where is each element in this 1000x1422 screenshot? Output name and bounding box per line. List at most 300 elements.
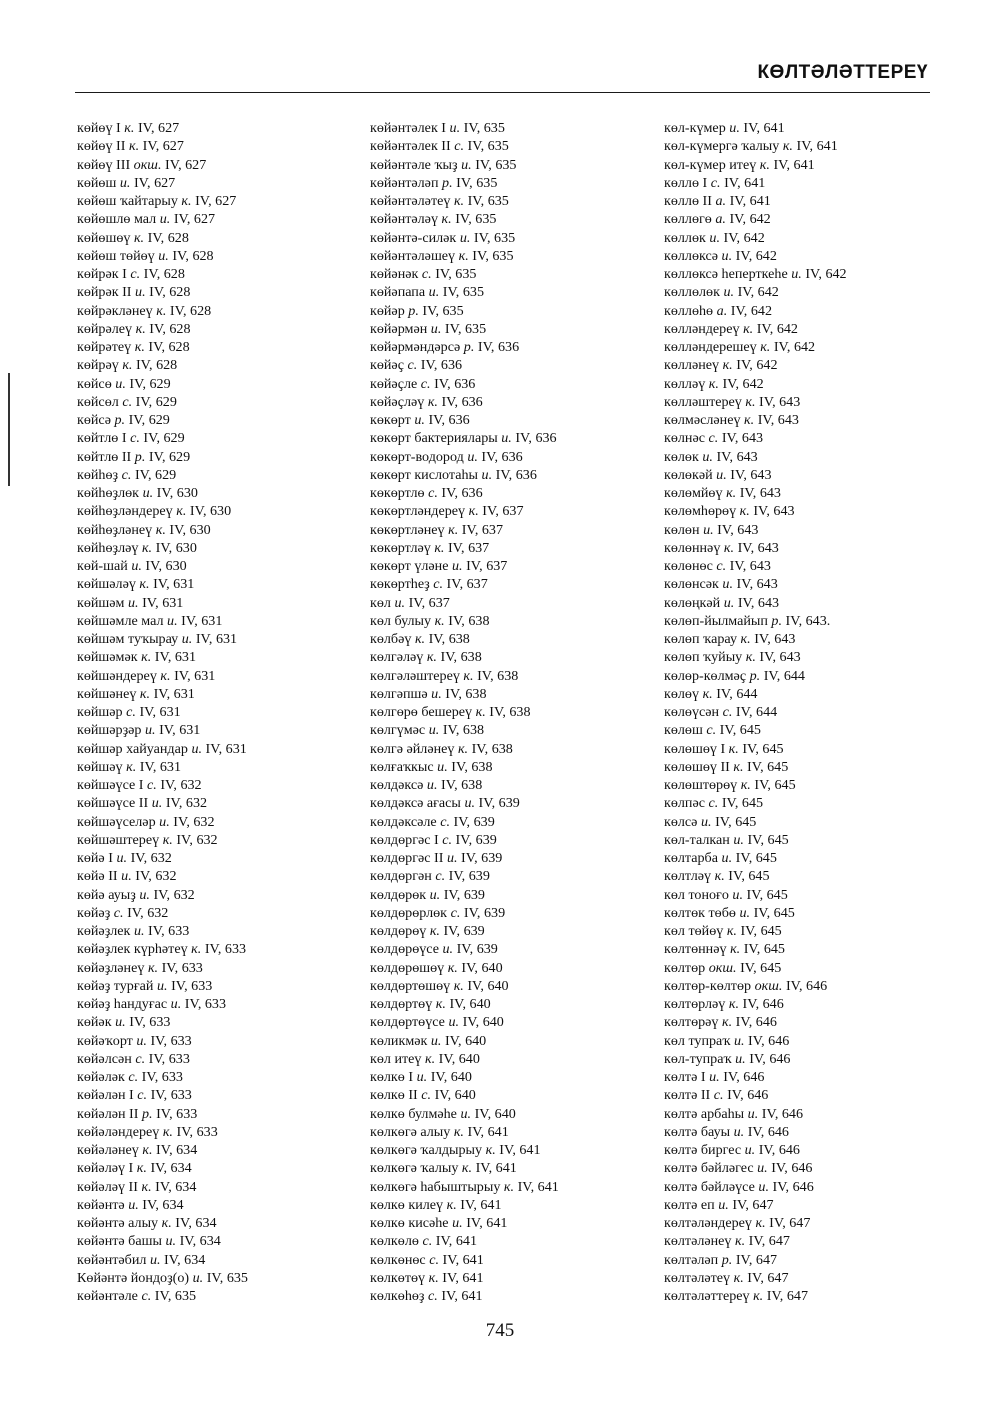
entry-word: көлөр-көлмәҫ — [664, 667, 747, 684]
index-entry — [77, 137, 248, 155]
entry-word: көлдөрөүсе — [370, 941, 439, 958]
header-title: КӨЛТӘЛӘТТЕРЕҮ — [757, 62, 928, 83]
index-entry — [664, 1196, 847, 1214]
index-entry — [370, 448, 559, 466]
index-entry — [664, 1251, 847, 1269]
index-entry — [370, 174, 559, 192]
index-entry — [370, 594, 559, 612]
index-entry — [664, 1105, 847, 1123]
entry-word: көйә II — [77, 868, 118, 885]
entry-word: көлгөрө бешереү — [370, 704, 473, 720]
entry-word: көйә I — [77, 850, 113, 866]
entry-word: көйсә — [77, 412, 111, 428]
entry-pos: и. — [702, 448, 713, 465]
entry-word: көлтә I — [664, 1069, 706, 1085]
entry-reference: IV, 636 — [441, 485, 483, 501]
index-entry — [370, 1196, 559, 1214]
index-entry — [664, 703, 847, 721]
entry-pos: с. — [137, 1087, 148, 1104]
entry-word: көлгүмәс — [370, 722, 426, 739]
index-entry — [77, 630, 248, 648]
index-entry — [664, 648, 847, 666]
index-entry — [664, 1068, 847, 1086]
entry-word: көлләндереү — [664, 320, 740, 337]
entry-reference: IV, 640 — [430, 1069, 472, 1085]
index-entry — [664, 429, 847, 447]
entry-word: көлдөрөк — [370, 886, 427, 903]
entry-reference: IV, 633 — [150, 1087, 192, 1104]
index-entry — [370, 940, 559, 958]
entry-pos: к. — [733, 758, 744, 775]
index-entry — [664, 904, 847, 922]
index-entry — [77, 1196, 248, 1214]
entry-word: көлдөрөшөү — [370, 959, 445, 976]
entry-word: көлкө кисәһе — [370, 1215, 449, 1231]
entry-pos: к. — [723, 539, 735, 556]
entry-pos: к. — [735, 1233, 746, 1250]
index-entry — [77, 119, 248, 137]
entry-word: көлдөртөү — [370, 996, 433, 1012]
entry-word: көллөһө — [664, 302, 714, 319]
index-entry — [664, 229, 847, 247]
entry-reference: IV, 639 — [443, 886, 485, 903]
entry-word: көлтөрләү — [664, 996, 726, 1012]
entry-pos: и. — [733, 1123, 745, 1140]
entry-pos: к. — [126, 758, 137, 775]
entry-reference: IV, 632 — [173, 813, 215, 830]
entry-word: көлөүсән — [664, 704, 720, 720]
index-entry — [77, 1214, 248, 1232]
entry-word: көлөмһөрөү — [664, 503, 737, 520]
entry-pos: и. — [128, 594, 139, 611]
entry-reference: IV, 646 — [742, 996, 784, 1012]
index-entry — [370, 1068, 559, 1086]
entry-word: көл итеү — [370, 1050, 422, 1067]
index-entry — [664, 539, 847, 557]
index-entry — [370, 466, 559, 484]
index-entry — [370, 156, 559, 174]
entry-reference: IV, 631 — [195, 631, 238, 647]
entry-pos: р. — [771, 612, 782, 629]
entry-pos: и. — [156, 977, 168, 994]
entry-reference: IV, 634 — [150, 1160, 192, 1177]
entry-reference: IV, 645 — [747, 831, 789, 848]
entry-word: көйөү II — [77, 138, 126, 155]
entry-pos: и. — [732, 886, 743, 903]
entry-pos: и. — [394, 594, 406, 611]
entry-pos: к. — [708, 375, 719, 392]
entry-reference: IV, 640 — [467, 977, 509, 994]
entry-pos: с. — [130, 430, 140, 447]
entry-pos: окш. — [754, 977, 783, 994]
entry-pos: и. — [735, 1050, 746, 1067]
entry-pos: с. — [121, 466, 132, 483]
entry-word: көйөшлө мал — [77, 211, 157, 228]
entry-word: көлкөһөҙ — [370, 1288, 425, 1304]
entry-reference: IV, 641 — [467, 1123, 509, 1140]
entry-word: көл-күмергә ҡалыу — [664, 138, 780, 155]
entry-word: көйрәтеү — [77, 339, 132, 355]
entry-word: көйсөл — [77, 393, 119, 410]
index-entry — [77, 1251, 248, 1269]
entry-reference: IV, 638 — [441, 777, 483, 793]
index-entry — [664, 466, 847, 484]
index-entry — [370, 995, 559, 1013]
entry-word: көйәнтә — [77, 1196, 125, 1213]
entry-pos: и. — [442, 941, 454, 958]
entry-reference: IV, 647 — [769, 1215, 811, 1231]
entry-reference: IV, 639 — [456, 941, 498, 958]
entry-pos: с. — [428, 485, 438, 501]
index-entry — [77, 1269, 248, 1287]
index-entry — [370, 922, 559, 940]
entry-pos: к. — [161, 1215, 172, 1231]
entry-word: көлтә еп — [664, 1196, 715, 1213]
entry-reference: IV, 646 — [727, 1087, 769, 1104]
entry-pos: с. — [429, 1251, 439, 1268]
index-entry — [77, 229, 248, 247]
entry-pos: и. — [747, 1105, 759, 1122]
entry-reference: IV, 627 — [137, 120, 180, 136]
entry-pos: и. — [709, 1069, 720, 1085]
entry-pos: и. — [430, 320, 442, 337]
entry-reference: IV, 640 — [444, 1032, 487, 1049]
entry-reference: IV, 643 — [757, 412, 799, 428]
entry-word: көлтә бәйләгес — [664, 1160, 754, 1177]
index-entry — [77, 557, 248, 575]
index-entry — [370, 685, 559, 703]
index-entry — [77, 1123, 248, 1141]
entry-pos: к. — [122, 357, 133, 374]
entry-word: көлтарба — [664, 850, 718, 866]
entry-pos: с. — [706, 722, 717, 739]
entry-reference: IV, 632 — [130, 850, 172, 866]
index-entry — [370, 229, 559, 247]
entry-word: көлдөргәс II — [370, 850, 444, 866]
entry-pos: и. — [722, 576, 733, 593]
index-entry — [370, 557, 559, 575]
entry-pos: к. — [728, 740, 739, 757]
entry-pos: к. — [745, 393, 756, 410]
entry-pos: к. — [429, 923, 440, 939]
entry-reference: IV, 629 — [134, 466, 177, 483]
entry-pos: и. — [459, 229, 471, 246]
entry-reference: IV, 645 — [754, 777, 796, 793]
entry-word: көлтә арбаһы — [664, 1105, 745, 1122]
index-entry — [664, 557, 847, 575]
entry-pos: и. — [700, 813, 712, 830]
entry-word: көлдөрөрлөк — [370, 904, 448, 921]
entry-reference: IV, 628 — [149, 320, 191, 337]
entry-reference: IV, 633 — [161, 959, 203, 976]
entry-pos: к. — [453, 193, 465, 209]
entry-pos: к. — [176, 503, 187, 520]
entry-reference: IV, 645 — [747, 758, 789, 775]
entry-word: көкөрт бактериялары — [370, 430, 498, 447]
entry-pos: и. — [428, 722, 440, 739]
entry-reference: IV, 641 — [773, 156, 815, 173]
entry-pos: к. — [453, 1123, 464, 1140]
index-entry — [664, 1123, 847, 1141]
entry-pos: и. — [448, 1014, 460, 1031]
entry-word: көллөксә — [664, 247, 719, 264]
index-entry — [664, 977, 847, 995]
entry-word: көкөртләү — [370, 539, 431, 556]
entry-word: көйәнәк — [370, 266, 419, 282]
entry-reference: IV, 627 — [142, 138, 184, 155]
entry-reference: IV, 643. — [785, 612, 831, 629]
index-entry — [664, 776, 847, 794]
index-entry — [664, 721, 847, 739]
entry-reference: IV, 645 — [740, 923, 782, 939]
entry-word: көлтә биргес — [664, 1142, 742, 1158]
entry-word: көйәк — [77, 1014, 112, 1031]
entry-pos: к. — [447, 959, 458, 976]
index-entry — [77, 703, 248, 721]
entry-reference: IV, 639 — [455, 831, 497, 848]
entry-pos: с. — [135, 1050, 146, 1067]
index-entry — [664, 1013, 847, 1031]
entry-reference: IV, 645 — [719, 722, 761, 739]
entry-pos: р. — [463, 339, 475, 355]
entry-word: көйшәмле мал — [77, 612, 164, 629]
entry-reference: IV, 631 — [139, 704, 181, 720]
index-entry — [370, 667, 559, 685]
entry-word: көлөк — [664, 448, 699, 465]
index-entry — [664, 521, 847, 539]
entry-pos: к. — [728, 996, 739, 1012]
entry-pos: и. — [461, 156, 472, 173]
entry-pos: окш. — [708, 959, 737, 976]
entry-word: көйәпапа — [370, 284, 426, 301]
entry-word: көйәлән I — [77, 1087, 134, 1104]
entry-reference: IV, 646 — [785, 977, 828, 994]
entry-pos: к. — [448, 521, 459, 538]
entry-reference: IV, 635 — [435, 266, 477, 282]
entry-word: көлгәләштереү — [370, 667, 460, 684]
entry-reference: IV, 643 — [759, 393, 801, 410]
entry-word: көлкөгә алыу — [370, 1123, 451, 1140]
index-entry — [664, 1287, 847, 1305]
entry-word: көйһөҙ — [77, 466, 119, 483]
entry-reference: IV, 631 — [142, 594, 184, 611]
entry-reference: IV, 637 — [446, 576, 488, 593]
entry-pos: к. — [441, 211, 452, 228]
entry-word: көйәр — [370, 302, 405, 319]
entry-reference: IV, 642 — [805, 266, 847, 282]
entry-word: көйрәк II — [77, 284, 132, 301]
entry-reference: IV, 637 — [466, 558, 508, 574]
entry-reference: IV, 636 — [420, 357, 463, 374]
entry-word: көйөш төйөү — [77, 247, 155, 264]
entry-word: көйшәүсе I — [77, 777, 144, 793]
entry-word: көйәнтәләшеү — [370, 247, 456, 264]
entry-pos: с. — [147, 777, 157, 793]
index-entry — [664, 119, 847, 137]
entry-pos: и. — [165, 1233, 177, 1250]
index-entry — [77, 886, 248, 904]
entry-reference: IV, 642 — [729, 211, 771, 228]
entry-word: көйһөҙлөк — [77, 485, 140, 501]
entry-reference: IV, 627 — [165, 156, 207, 173]
entry-word: көлкө килеү — [370, 1196, 444, 1213]
entry-reference: IV, 635 — [463, 120, 505, 136]
entry-pos: к. — [428, 1269, 439, 1286]
entry-reference: IV, 645 — [746, 886, 788, 903]
index-entry — [77, 575, 248, 593]
entry-word: көйәҡорт — [77, 1032, 133, 1049]
index-entry — [77, 1086, 248, 1104]
index-entry — [664, 192, 847, 210]
entry-pos: к. — [141, 539, 153, 556]
entry-reference: IV, 639 — [453, 813, 495, 830]
entry-reference: IV, 639 — [448, 868, 490, 885]
entry-reference: IV, 641 — [442, 1251, 484, 1268]
index-entry — [370, 356, 559, 374]
entry-reference: IV, 642 — [735, 247, 777, 264]
entry-word: көлдөртөүсе — [370, 1014, 445, 1031]
index-entry — [77, 502, 248, 520]
entry-reference: IV, 641 — [729, 193, 771, 209]
entry-reference: IV, 627 — [173, 211, 216, 228]
index-entry — [77, 940, 248, 958]
entry-word: көлөштөрөү — [664, 777, 738, 793]
entry-pos: и. — [149, 1251, 161, 1268]
entry-word: көйәҫ — [370, 357, 404, 374]
entry-word: көйәнтәбил — [77, 1251, 147, 1268]
entry-word: көлкө II — [370, 1087, 418, 1104]
entry-reference: IV, 642 — [756, 320, 798, 337]
entry-pos: к. — [485, 1142, 496, 1158]
entry-word: көйәләнеү — [77, 1142, 139, 1158]
entry-pos: и. — [136, 1032, 147, 1049]
entry-word: көйәҙ турғай — [77, 977, 154, 994]
entry-reference: IV, 635 — [467, 138, 509, 155]
index-entry — [664, 448, 847, 466]
index-entry — [664, 265, 847, 283]
entry-pos: с. — [433, 576, 443, 593]
index-entry — [664, 685, 847, 703]
index-entry — [370, 977, 559, 995]
entry-reference: IV, 631 — [139, 758, 182, 775]
entry-pos: и. — [416, 1069, 428, 1085]
entry-pos: и. — [116, 850, 128, 866]
index-entry — [370, 210, 559, 228]
entry-reference: IV, 630 — [156, 485, 198, 501]
entry-reference: IV, 632 — [176, 831, 218, 848]
entry-pos: и. — [501, 430, 512, 447]
entry-reference: IV, 638 — [471, 740, 513, 757]
entry-reference: IV, 646 — [758, 1142, 800, 1158]
entry-pos: к. — [503, 1178, 515, 1195]
entry-reference: IV, 637 — [461, 521, 504, 538]
index-entry — [77, 375, 248, 393]
index-column-1 — [77, 119, 248, 1305]
entry-word: көлкөгә ҡалдырыу — [370, 1142, 483, 1158]
index-entry — [77, 393, 248, 411]
index-entry — [664, 1269, 847, 1287]
entry-pos: р. — [442, 174, 453, 191]
index-entry — [664, 502, 847, 520]
entry-reference: IV, 645 — [740, 959, 782, 976]
index-entry — [664, 1050, 847, 1068]
entry-reference: IV, 637 — [447, 539, 490, 556]
index-entry — [77, 794, 248, 812]
entry-reference: IV, 642 — [773, 339, 816, 355]
entry-word: көлкөгә һабыштырыу — [370, 1178, 501, 1195]
entry-reference: IV, 647 — [735, 1251, 778, 1268]
entry-word: көлдәксәле — [370, 813, 437, 830]
index-entry — [664, 375, 847, 393]
entry-reference: IV, 633 — [129, 1014, 171, 1031]
entry-reference: IV, 635 — [442, 284, 484, 301]
entry-word: көйрәү — [77, 357, 119, 374]
entry-word: көлтә II — [664, 1087, 711, 1104]
entry-word: көлкөтөү — [370, 1269, 426, 1286]
entry-reference: IV, 642 — [730, 302, 772, 319]
entry-pos: и. — [119, 174, 131, 191]
entry-reference: IV, 638 — [477, 667, 519, 684]
entry-word: көллө II — [664, 193, 712, 209]
entry-word: көлтөр-көлтөр — [664, 977, 752, 994]
entry-pos: с. — [708, 795, 719, 812]
entry-word: көйшәндереү — [77, 667, 157, 684]
entry-reference: IV, 645 — [728, 868, 770, 885]
index-entry — [370, 867, 559, 885]
entry-pos: к. — [458, 247, 469, 264]
entry-pos: р. — [749, 667, 761, 684]
entry-pos: и. — [133, 923, 145, 939]
entry-reference: IV, 638 — [440, 649, 482, 666]
entry-pos: к. — [726, 485, 737, 501]
entry-reference: IV, 632 — [160, 777, 202, 793]
entry-reference: IV, 633 — [204, 941, 247, 958]
entry-word: көйә ауыҙ — [77, 886, 136, 903]
entry-word: көлкө булмәһе — [370, 1105, 457, 1122]
index-entry — [370, 265, 559, 283]
index-entry — [77, 1232, 248, 1250]
index-entry — [370, 575, 559, 593]
index-entry — [664, 283, 847, 301]
index-entry — [77, 831, 248, 849]
entry-pos: к. — [128, 138, 140, 155]
entry-pos: к. — [453, 977, 464, 994]
entry-reference: IV, 644 — [716, 685, 758, 702]
index-entry — [77, 758, 248, 776]
index-entry — [370, 776, 559, 794]
entry-word: көйәлсән — [77, 1050, 132, 1067]
entry-word: көлкө I — [370, 1069, 414, 1085]
entry-reference: IV, 646 — [747, 1123, 789, 1140]
index-entry — [370, 429, 559, 447]
entry-word: көлтөр — [664, 959, 706, 976]
entry-pos: и. — [739, 904, 751, 921]
index-entry — [77, 283, 248, 301]
entry-reference: IV, 639 — [443, 923, 485, 939]
index-column-3 — [664, 119, 847, 1305]
entry-pos: и. — [733, 1032, 745, 1049]
entry-word: көйһөҙләндереү — [77, 503, 173, 520]
entry-word: көлөү — [664, 685, 700, 702]
entry-word: көйәҫләү — [370, 393, 425, 410]
entry-pos: а. — [715, 211, 726, 228]
index-entry — [77, 302, 248, 320]
entry-word: көллөк — [664, 229, 706, 246]
entry-pos: к. — [782, 138, 793, 155]
entry-pos: с. — [420, 375, 431, 392]
entry-reference: IV, 643 — [716, 448, 758, 465]
entry-pos: к. — [745, 649, 756, 666]
